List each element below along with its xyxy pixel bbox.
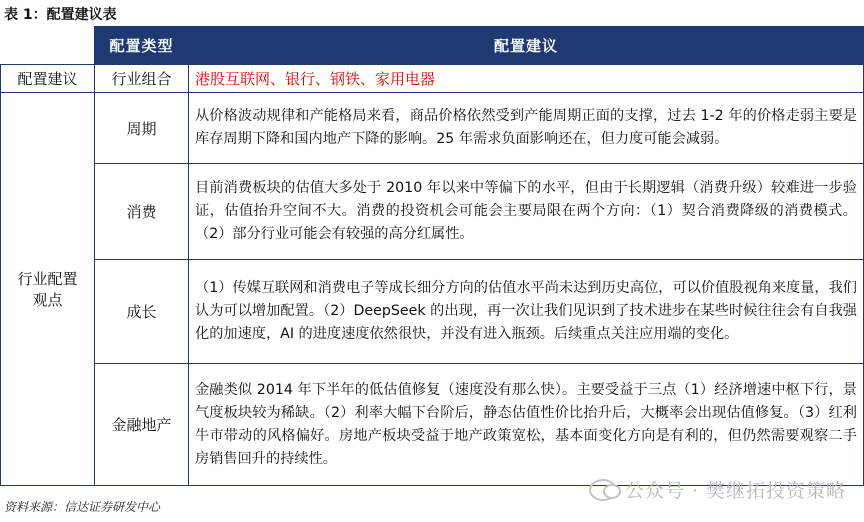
row-type-consumption: 消费 <box>95 164 189 260</box>
header-blank-cell <box>1 27 95 65</box>
row-type-finance: 金融地产 <box>95 364 189 486</box>
table-header-row <box>1 27 864 65</box>
table-caption: 表 1：配置建议表 <box>4 7 117 23</box>
allocation-table <box>0 26 864 486</box>
source-footer: 资料来源：信达证券研发中心 <box>4 500 161 514</box>
combo-category: 配置建议 <box>1 65 95 93</box>
row-text-finance: 金融类似 2014 年下半年的低估值修复（速度没有那么快）。主要受益于三点（1）经济增速中枢下行，景气度板块较为稀缺。（2）利率大幅下台阶后，静态估值性价比抬升后，大概率会出现估值修复。（3）红利牛市带动的风格偏好。房地产板块受益于地产政策宽松，基本面变化方向是有利的，但仍然需要观察二手房销售回升的持续性。 <box>189 364 864 486</box>
row-text-cycle: 从价格波动规律和产能格局来看，商品价格依然受到产能周期正面的支撑，过去 1-2 年的价格走弱主要是库存周期下降和国内地产下降的影响。25 年需求负面影响还在，但力度可能会减弱。 <box>189 93 864 164</box>
table-row <box>1 164 864 260</box>
combo-value: 港股互联网、银行、钢铁、家用电器 <box>189 65 864 93</box>
industry-category <box>1 93 95 486</box>
watermark-text: 公众号 · 樊继拓投资策略 <box>624 480 846 502</box>
row-text-growth: （1）传媒互联网和消费电子等成长细分方向的估值水平尚未达到历史高位，可以价值股视角来度量，我们认为可以增加配置。（2）DeepSeek 的出现，再一次让我们见识到了技术进步在某些时候往往会有自我强化的加速度，AI 的进度速度依然很快，并没有进入瓶颈。后续重点关注应用端的变化。 <box>189 260 864 364</box>
watermark <box>589 476 846 503</box>
wechat-icon <box>589 479 617 501</box>
header-advice: 配置建议 <box>189 27 864 65</box>
row-text-consumption: 目前消费板块的估值大多处于 2010 年以来中等偏下的水平，但由于长期逻辑（消费升级）较难进一步验证，估值抬升空间不大。消费的投资机会可能会主要局限在两个方向：（1）契合消费降级的消费模式。（2）部分行业可能会有较强的高分红属性。 <box>189 164 864 260</box>
table-row <box>1 93 864 164</box>
industry-category-line1: 行业配置 <box>17 270 78 288</box>
table-row-combo <box>1 65 864 93</box>
header-type: 配置类型 <box>95 27 189 65</box>
row-type-cycle: 周期 <box>95 93 189 164</box>
table-row <box>1 364 864 486</box>
row-type-growth: 成长 <box>95 260 189 364</box>
combo-type: 行业组合 <box>95 65 189 93</box>
table-row <box>1 260 864 364</box>
industry-category-line2: 观点 <box>32 291 63 309</box>
